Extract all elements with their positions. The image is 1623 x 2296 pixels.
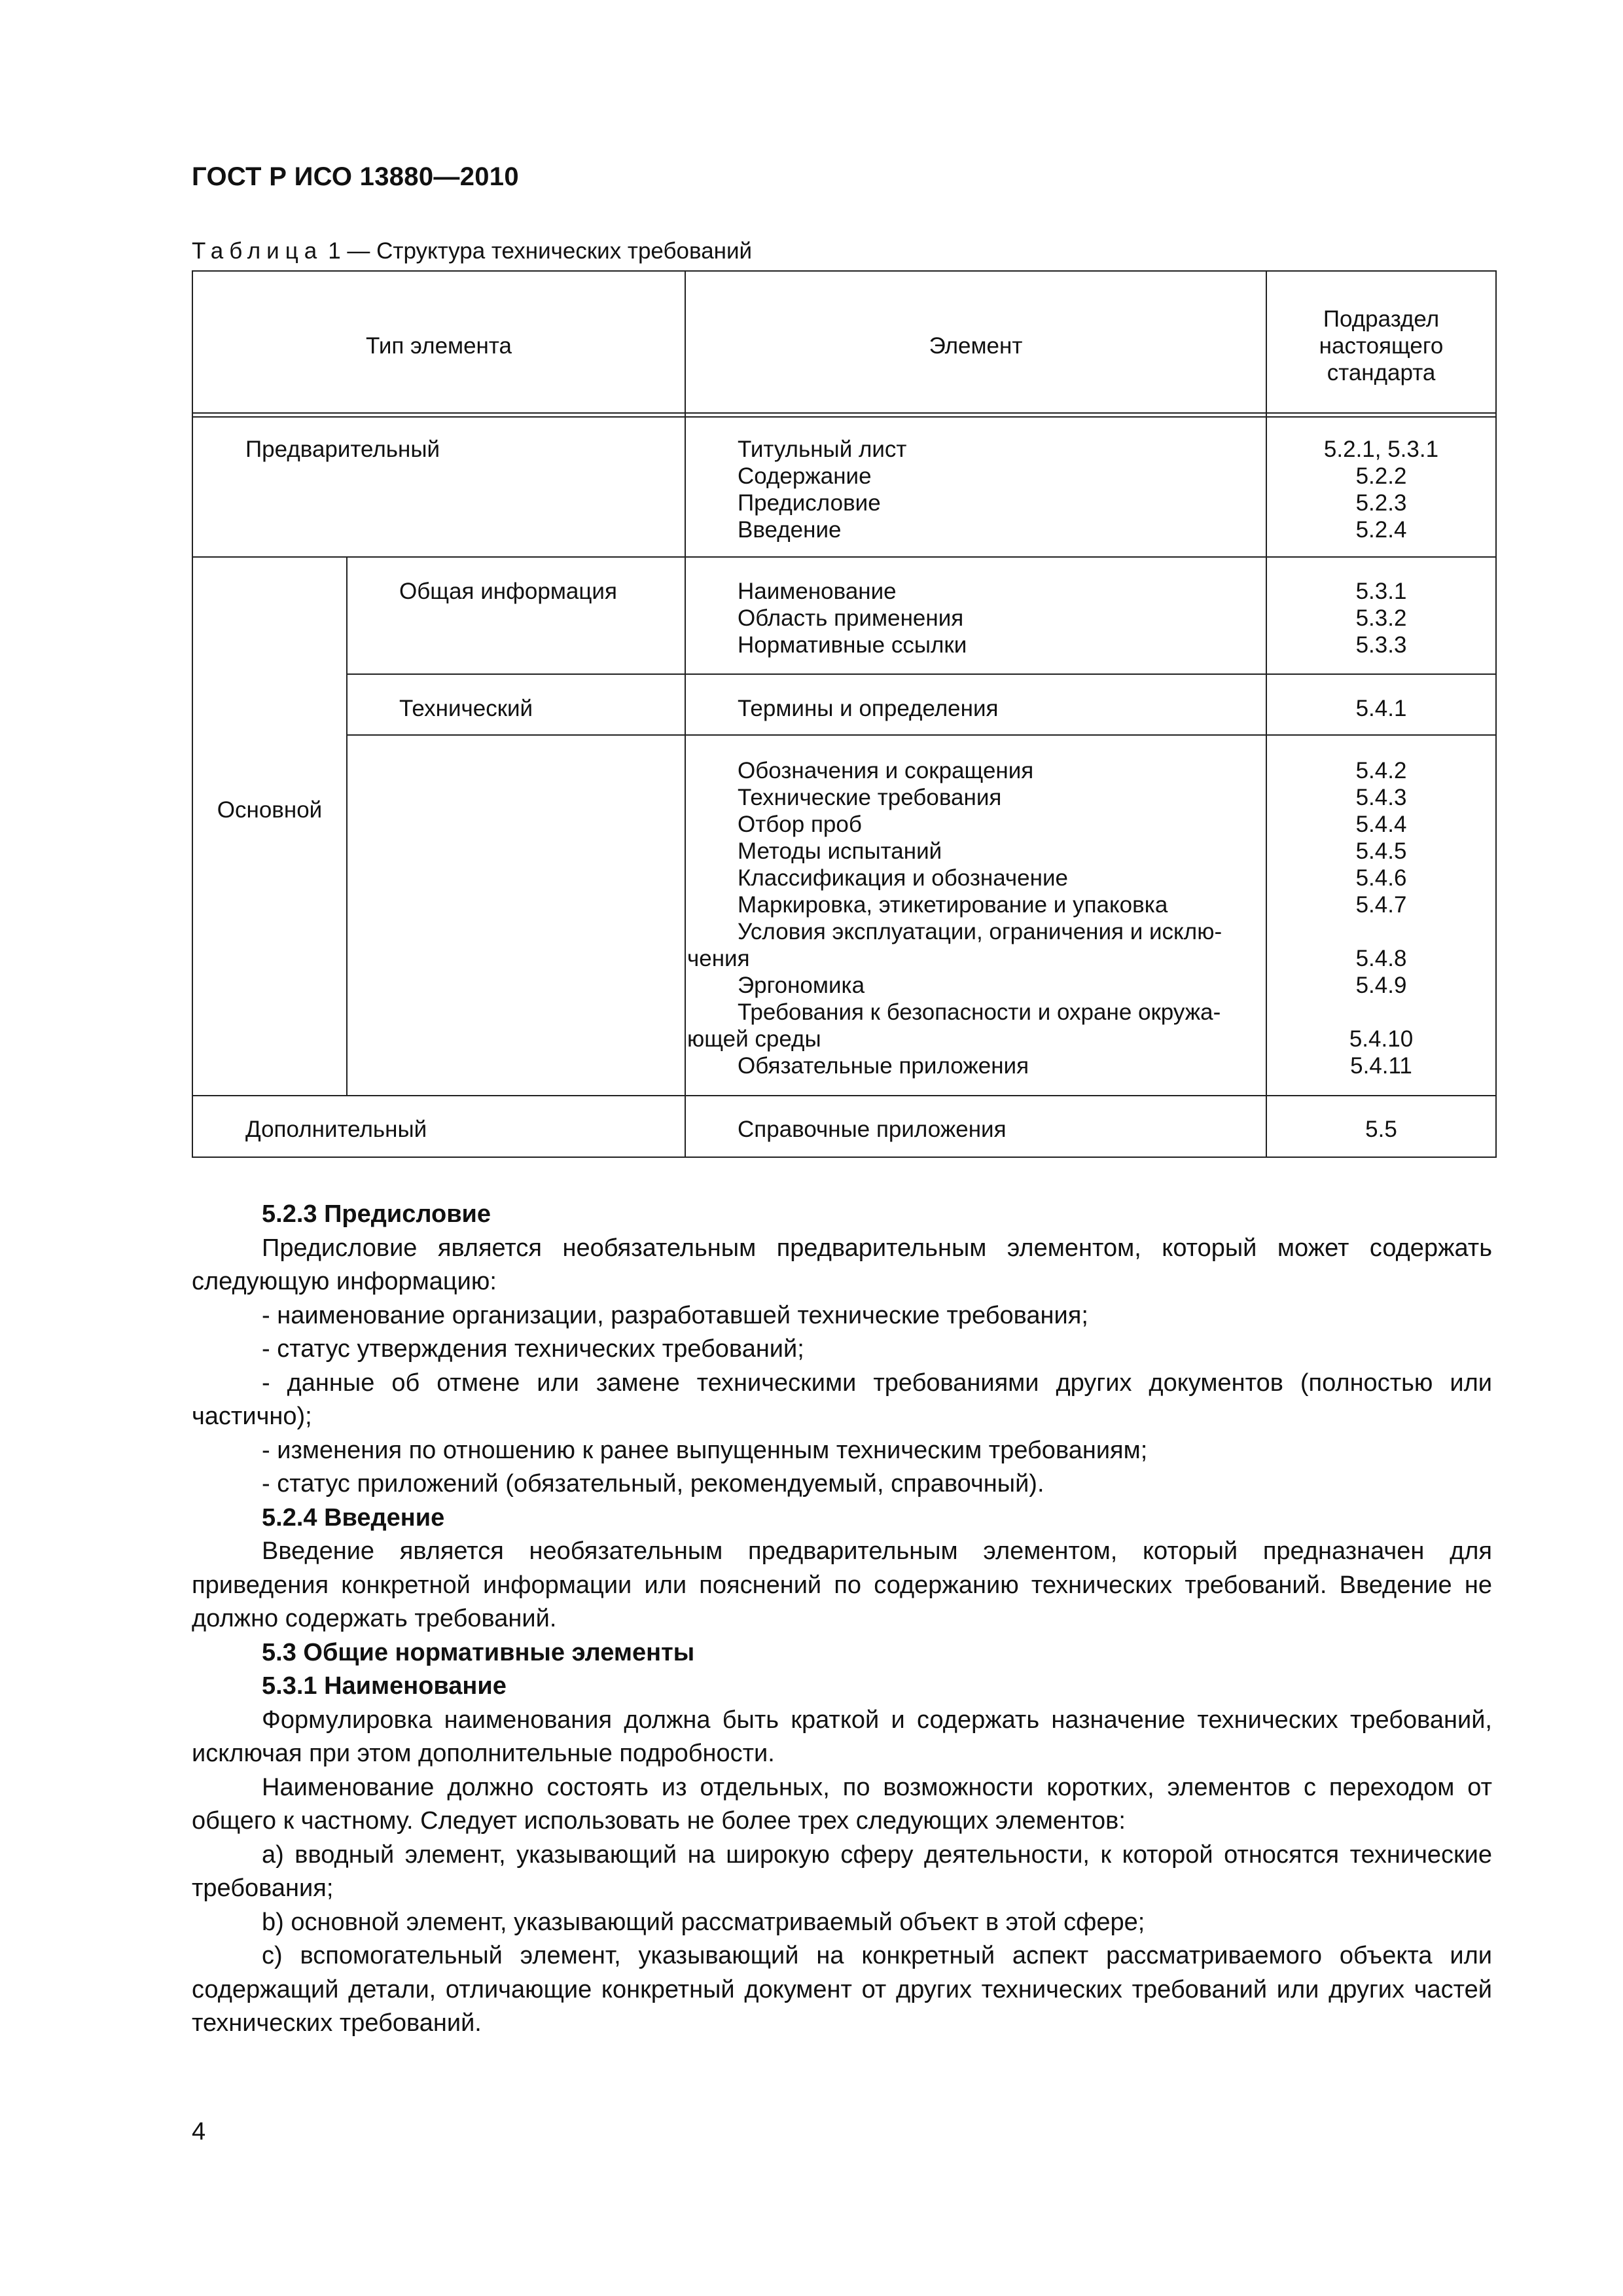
table-ref: 5.4.7: [1355, 892, 1407, 918]
table-ref: 5.4.1: [1355, 696, 1407, 721]
table-ref: 5.4.11: [1350, 1053, 1412, 1079]
table-ref: 5.5: [1365, 1117, 1397, 1142]
list-item: - данные об отмене или замене техническими требованиями других документов (полностью или частично);: [192, 1369, 1492, 1430]
table-col-rule: [685, 270, 686, 1158]
table-element: Условия эксплуатации, ограничения и исклю-: [738, 919, 1222, 944]
table-row-rule: [192, 556, 1497, 558]
table-element: Технические требования: [738, 785, 1002, 810]
table-caption-prefix: Таблица: [192, 238, 323, 264]
table-element: Обязательные приложения: [738, 1053, 1029, 1079]
table-header-rule: [192, 412, 1497, 414]
paragraph: Введение является необязательным предварительным элементом, который предназначен для приведения конкретной информации или пояснений по содержанию технических требований. Введение не должно содержать требований.: [192, 1537, 1492, 1632]
table-header-rule-double: [192, 416, 1497, 418]
section-heading: 5.3 Общие нормативные элементы: [262, 1638, 695, 1666]
preliminary-elements: [738, 436, 906, 543]
list-item: - статус утверждения технических требований;: [262, 1335, 804, 1363]
list-item: - наименование организации, разработавшей технические требования;: [262, 1301, 1088, 1329]
list-item: b) основной элемент, указывающий рассматриваемый объект в этой сфере;: [262, 1908, 1145, 1936]
table-ref: 5.3.3: [1355, 632, 1407, 658]
paragraph: Наименование должно состоять из отдельных, по возможности коротких, элементов с переходом от общего к частному. Следует использовать не более трех следующих элементов:: [192, 1773, 1492, 1835]
table-ref: 5.4.9: [1355, 973, 1407, 998]
preliminary-refs: [1267, 436, 1495, 543]
table-caption-text: 1 — Структура технических требований: [328, 238, 753, 264]
col-header-element: Элемент: [929, 333, 1023, 359]
table-element: Эргономика: [738, 973, 865, 998]
table-ref: 5.4.2: [1355, 758, 1407, 783]
col-header-subsection-line: настоящего: [1319, 333, 1444, 359]
type-preliminary: Предварительный: [245, 437, 440, 462]
table-row-rule: [346, 734, 1497, 736]
table-element: Нормативные ссылки: [738, 632, 967, 658]
table-ref: 5.4.8: [1355, 946, 1407, 971]
table-row-rule: [192, 1095, 1497, 1096]
table-border-right: [1495, 270, 1497, 1158]
table-element: Обозначения и сокращения: [738, 758, 1034, 783]
section-heading: 5.2.4 Введение: [262, 1503, 445, 1532]
table-border-bottom: [192, 1157, 1497, 1158]
table-ref: 5.4.4: [1355, 812, 1407, 837]
table-element: Содержание: [738, 463, 872, 489]
list-item: c) вспомогательный элемент, указывающий на конкретный аспект рассматриваемого объекта или содержащий детали, отличающие конкретный документ от других технических требований или других частей технических требований.: [192, 1942, 1492, 2037]
document-header: ГОСТ Р ИСО 13880—2010: [192, 162, 519, 191]
subtype-general: Общая информация: [399, 579, 617, 604]
col-header-subsection-line: стандарта: [1327, 360, 1436, 386]
table-element: ющей среды: [687, 1026, 821, 1052]
list-item: - изменения по отношению к ранее выпущенным техническим требованиям;: [262, 1436, 1148, 1464]
other-refs: [1267, 757, 1495, 1079]
table-element: Наименование: [738, 579, 897, 604]
list-item: a) вводный элемент, указывающий на широкую сферу деятельности, к которой относятся технические требования;: [192, 1840, 1492, 1902]
general-refs: [1267, 578, 1495, 658]
col-header-subsection-line: Подраздел: [1323, 306, 1440, 332]
table-element: Методы испытаний: [738, 838, 942, 864]
table-caption: [192, 238, 752, 264]
table-ref: 5.3.2: [1355, 605, 1407, 631]
table-element: Маркировка, этикетирование и упаковка: [738, 892, 1168, 918]
other-elements: [687, 757, 1222, 1079]
page-number: 4: [192, 2118, 206, 2145]
table-ref: [1267, 918, 1495, 945]
paragraph: Формулировка наименования должна быть краткой и содержать назначение технических требований, исключая при этом дополнительные подробности.: [192, 1706, 1492, 1767]
table-element: Термины и определения: [738, 696, 999, 721]
table-ref: 5.2.3: [1355, 490, 1407, 516]
table-element: Отбор проб: [738, 812, 862, 837]
table-element: чения: [687, 946, 750, 971]
table-element: Требования к безопасности и охране окружа-: [738, 999, 1221, 1025]
section-heading: 5.3.1 Наименование: [262, 1672, 507, 1700]
table-ref: 5.2.1, 5.3.1: [1323, 437, 1439, 462]
col-header-type: Тип элемента: [365, 333, 512, 359]
table-ref: 5.2.2: [1355, 463, 1407, 489]
table-ref: 5.3.1: [1355, 579, 1407, 604]
general-elements: [738, 578, 967, 658]
table-element: Область применения: [738, 605, 964, 631]
table-ref: 5.2.4: [1355, 517, 1407, 543]
table-ref: 5.4.10: [1349, 1026, 1414, 1052]
table-subcol-rule: [346, 556, 348, 1096]
subtype-technical: Технический: [399, 696, 533, 721]
table-element: Введение: [738, 517, 842, 543]
table-element: Классификация и обозначение: [738, 865, 1068, 891]
table-ref: 5.4.3: [1355, 785, 1407, 810]
document-body: [192, 1198, 1492, 2041]
table-border-left: [192, 270, 193, 1158]
table-element: Справочные приложения: [738, 1117, 1007, 1142]
table-element: Предисловие: [738, 490, 881, 516]
col-header-subsection: [1267, 306, 1495, 386]
section-heading: 5.2.3 Предисловие: [262, 1200, 491, 1228]
paragraph: Предисловие является необязательным предварительным элементом, который может содержать следующую информацию:: [192, 1234, 1492, 1295]
list-item: - статус приложений (обязательный, рекомендуемый, справочный).: [262, 1470, 1044, 1498]
table-ref: [1267, 999, 1495, 1026]
table-row-rule: [346, 673, 1497, 675]
table-border-top: [192, 270, 1497, 272]
table-ref: 5.4.6: [1355, 865, 1407, 891]
type-additional: Дополнительный: [245, 1117, 427, 1142]
type-main: Основной: [217, 797, 323, 823]
table-ref: 5.4.5: [1355, 838, 1407, 864]
table-element: Титульный лист: [738, 437, 907, 462]
